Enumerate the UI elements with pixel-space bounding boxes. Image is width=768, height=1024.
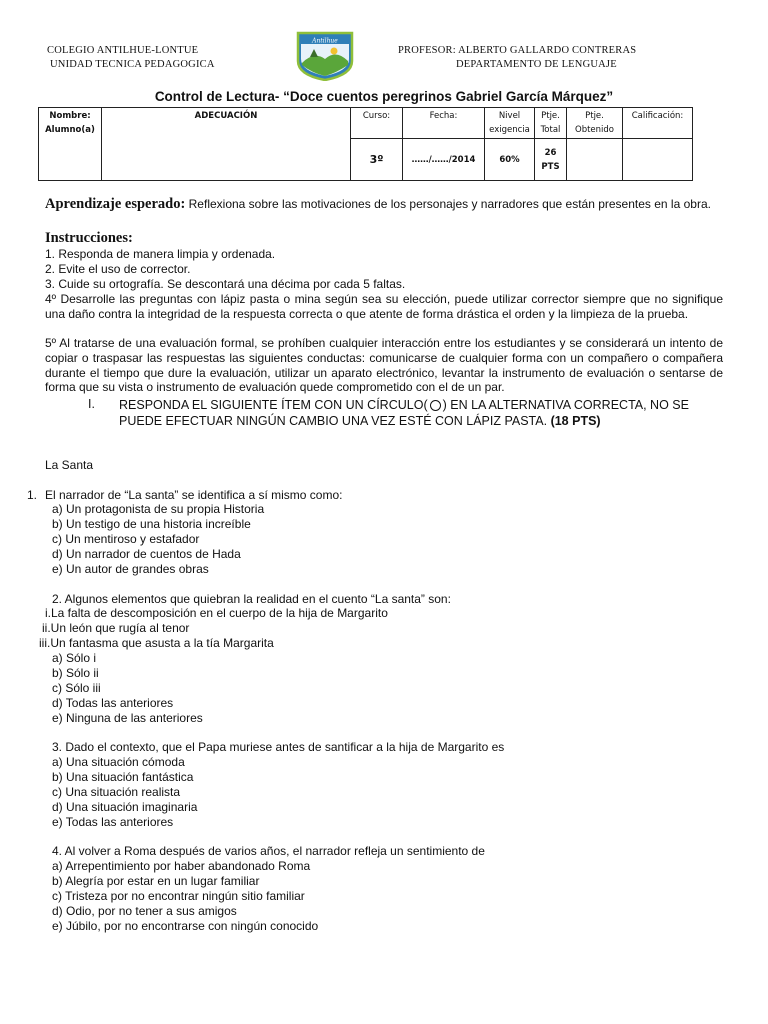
q2-option-d[interactable]: d) Todas las anteriores xyxy=(52,696,174,710)
q2-option-b[interactable]: b) Sólo ii xyxy=(52,666,99,680)
date-value: ……/……/2014 xyxy=(403,139,485,181)
obtained-score-cell[interactable] xyxy=(567,139,623,181)
section-instruction-text-b: ) EN LA ALTERNATIVA CORRECTA, NO SE PUEDE EFECTUAR NINGÚN CAMBIO UNA VEZ ESTÉ CON LÁPIZ PASTA. xyxy=(119,398,689,428)
q2-option-c[interactable]: c) Sólo iii xyxy=(52,681,101,695)
q4-option-b[interactable]: b) Alegría por estar en un lugar familiar xyxy=(52,874,260,888)
page-title: Control de Lectura- “Doce cuentos peregrinos Gabriel García Márquez” xyxy=(154,89,614,104)
grade-cell[interactable] xyxy=(623,139,693,181)
level-header: Nivel exigencia xyxy=(485,108,535,139)
q4-option-c[interactable]: c) Tristeza por no encontrar ningún sitio familiar xyxy=(52,889,305,903)
department-name: DEPARTAMENTO DE LENGUAJE xyxy=(456,59,617,70)
q1-option-e[interactable]: e) Un autor de grandes obras xyxy=(52,562,209,576)
unit-name: UNIDAD TECNICA PEDAGOGICA xyxy=(50,59,215,70)
level-value: 60% xyxy=(485,139,535,181)
q4-option-a[interactable]: a) Arrepentimiento por haber abandonado Roma xyxy=(52,859,311,873)
instructions-heading: Instrucciones: xyxy=(45,230,133,246)
instruction-3: 3. Cuide su ortografía. Se descontará una décima por cada 5 faltas. xyxy=(45,277,406,291)
story-title: La Santa xyxy=(45,458,94,472)
q4-option-d[interactable]: d) Odio, por no tener a sus amigos xyxy=(52,904,237,918)
q3-option-a[interactable]: a) Una situación cómoda xyxy=(52,755,185,769)
q4-option-e[interactable]: e) Júbilo, por no encontrarse con ningún conocido xyxy=(52,919,319,933)
q3-option-e[interactable]: e) Todas las anteriores xyxy=(52,815,174,829)
course-header: Curso: xyxy=(351,108,403,139)
section-instruction xyxy=(119,397,729,429)
learning-objective xyxy=(45,197,723,212)
q3-option-c[interactable]: c) Una situación realista xyxy=(52,785,181,799)
section-numeral: I. xyxy=(88,397,95,411)
teacher-name: PROFESOR: ALBERTO GALLARDO CONTRERAS xyxy=(398,45,637,56)
grade-header: Calificación: xyxy=(623,108,693,139)
q1-option-a[interactable]: a) Un protagonista de su propia Historia xyxy=(52,502,265,516)
svg-text:Antilhue: Antilhue xyxy=(312,37,338,45)
school-logo-icon xyxy=(296,31,354,81)
total-score-value: 26 PTS xyxy=(535,139,567,181)
q4-text: 4. Al volver a Roma después de varios años, el narrador refleja un sentimiento de xyxy=(52,844,485,858)
school-name: COLEGIO ANTILHUE-LONTUE xyxy=(47,45,199,56)
instruction-1: 1. Responda de manera limpia y ordenada. xyxy=(45,247,276,261)
q3-text: 3. Dado el contexto, que el Papa muriese antes de santificar a la hija de Margarito es xyxy=(52,740,505,754)
learning-objective-label: Aprendizaje esperado: xyxy=(45,196,186,212)
section-instruction-text-a: RESPONDA EL SIGUIENTE ÍTEM CON UN CÍRCULO( xyxy=(119,398,428,412)
student-info-table xyxy=(38,107,693,181)
date-header: Fecha: xyxy=(403,108,485,139)
course-value: 3º xyxy=(351,139,403,181)
q2-statement-iii: iii.Un fantasma que asusta a la tía Margarita xyxy=(39,636,274,650)
q3-option-b[interactable]: b) Una situación fantástica xyxy=(52,770,194,784)
section-points: (18 PTS) xyxy=(550,414,601,428)
instruction-2: 2. Evite el uso de corrector. xyxy=(45,262,191,276)
q3-option-d[interactable]: d) Una situación imaginaria xyxy=(52,800,198,814)
q2-statement-ii: ii.Un león que rugía al tenor xyxy=(42,621,190,635)
name-header: Nombre: Alumno(a) xyxy=(39,108,102,181)
q2-option-a[interactable]: a) Sólo i xyxy=(52,651,97,665)
q1-option-d[interactable]: d) Un narrador de cuentos de Hada xyxy=(52,547,241,561)
instruction-5: 5º Al tratarse de una evaluación formal, se prohíben cualquier interacción entre los estudiantes y se considerará un intento de copiar o traspasar las respuestas las siguientes conductas: comunicarse de cualquier forma con un compañero o compañera durante el tiempo que dure la evaluación, utilizar un aparato electrónico, levantar la instrumento de evaluación o sentarse de forma que su vista o instrumento de evaluación quede comprometido con el de un par. xyxy=(45,336,723,395)
learning-objective-text: Reflexiona sobre las motivaciones de los personajes y narradores que están presentes en la obra. xyxy=(188,197,711,211)
q1-option-b[interactable]: b) Un testigo de una historia increíble xyxy=(52,517,251,531)
instruction-4: 4º Desarrolle las preguntas con lápiz pasta o mina según sea su elección, puede utilizar corrector siempre que no signifique una daño contra la integridad de la respuesta correcta o que atente de forma drástica el orden y la limpieza de la prueba. xyxy=(45,292,723,321)
q1-option-c[interactable]: c) Un mentiroso y estafador xyxy=(52,532,200,546)
circle-icon xyxy=(430,400,441,411)
q1-number: 1. xyxy=(27,488,38,502)
q2-text: 2. Algunos elementos que quiebran la realidad en el cuento “La santa” son: xyxy=(52,592,451,606)
q1-text: El narrador de “La santa” se identifica a sí mismo como: xyxy=(45,488,343,502)
obtained-score-header: Ptje. Obtenido xyxy=(567,108,623,139)
adecuacion-header: ADECUACIÓN xyxy=(102,108,351,181)
q2-option-e[interactable]: e) Ninguna de las anteriores xyxy=(52,711,203,725)
total-score-header: Ptje. Total xyxy=(535,108,567,139)
q2-statement-i: i.La falta de descomposición en el cuerpo de la hija de Margarito xyxy=(45,606,388,620)
